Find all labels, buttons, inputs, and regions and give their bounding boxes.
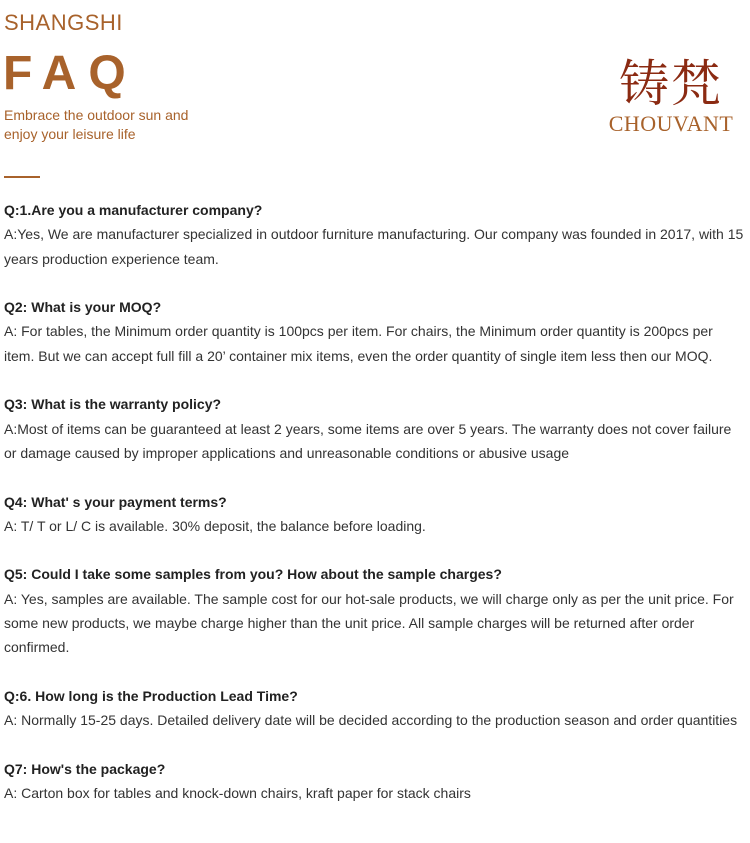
faq-answer: A:Yes, We are manufacturer specialized in outdoor furniture manufacturing. Our company was founded in 2017, with 15 years production experience team. [4, 226, 744, 267]
faq-answer: A: Carton box for tables and knock-down chairs, kraft paper for stack chairs [4, 785, 471, 802]
faq-answer: A: Yes, samples are available. The sample cost for our hot-sale products, we will charge only as per the unit price. For some new products, we maybe charge higher than the unit price. All sample charges will be returned after order confirmed. [4, 590, 734, 656]
faq-item-5 [4, 562, 746, 659]
faq-item-2 [4, 295, 746, 368]
title-divider [4, 176, 40, 178]
faq-question: Q5: Could I take some samples from you? How about the sample charges? [4, 566, 502, 583]
faq-question: Q3: What is the warranty policy? [4, 396, 222, 413]
faq-question: Q2: What is your MOQ? [4, 299, 162, 316]
chouvant-logo [596, 56, 746, 144]
faq-question: Q:6. How long is the Production Lead Time? [4, 687, 298, 704]
faq-item-6 [4, 684, 746, 733]
tagline: Embrace the outdoor sun and enjoy your leisure life [4, 107, 189, 142]
faq-list [4, 198, 746, 830]
faq-answer: A:Most of items can be guaranteed at least 2 years, some items are over 5 years. The warranty does not cover failure or damage caused by improper applications and unreasonable conditions or abusive usage [4, 420, 732, 461]
faq-answer: A: Normally 15-25 days. Detailed delivery date will be decided according to the production season and order quantities [4, 712, 738, 729]
logo-chinese-text: 铸梵 [619, 55, 723, 113]
logo-english-text: CHOUVANT [608, 111, 734, 136]
faq-question: Q:1.Are you a manufacturer company? [4, 202, 263, 218]
faq-answer: A: For tables, the Minimum order quantity is 100pcs per item. For chairs, the Minimum order quantity is 200pcs per item. But we can accept full fill a 20’ container mix items, even the order quantity of single item less then our MOQ. [4, 323, 713, 364]
faq-item-7 [4, 757, 746, 806]
faq-item-4 [4, 490, 746, 539]
faq-question: Q4: What' s your payment terms? [4, 493, 227, 510]
page-title: FAQ [3, 47, 138, 100]
brand-name: SHANGSHI [4, 10, 123, 35]
faq-item-3 [4, 392, 746, 465]
faq-question: Q7: How's the package? [4, 760, 166, 777]
faq-item-1 [4, 198, 746, 271]
faq-answer: A: T/ T or L/ C is available. 30% deposit, the balance before loading. [4, 517, 426, 534]
